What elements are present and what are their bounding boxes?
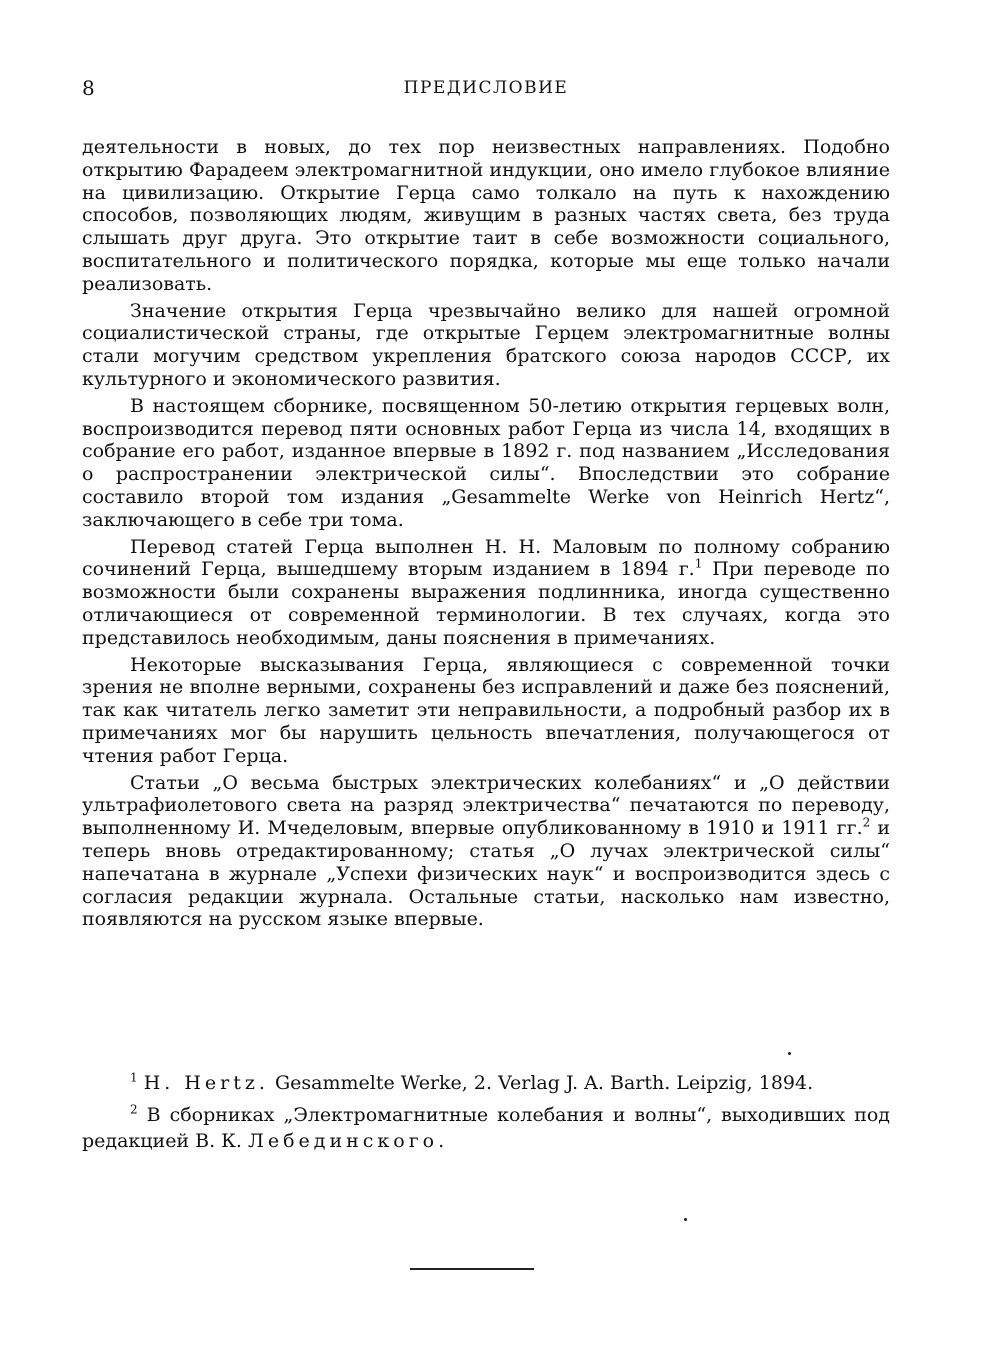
- paragraph-articles: [82, 772, 890, 932]
- ink-speck: [788, 1052, 791, 1055]
- page-header: [82, 76, 890, 106]
- paragraph-collection: В настоящем сборнике, посвященном 50-летию открытия герцевых волн, воспроизводится перевод пяти основных работ Герца из числа 14, входящих в собрание его работ, изданное впервые в 1892 г. под названием „Исследования о распространении электрической силы“. Впоследствии это собрание составило второй том издания „Gesammelte Werke von Heinrich Hertz“, заключающего в себе три тома.: [82, 394, 890, 531]
- running-title: ПРЕДИСЛОВИЕ: [403, 78, 569, 98]
- body-text: [82, 136, 890, 935]
- footnote-ref-1: 1: [694, 557, 703, 572]
- footnote-2-editor: Лебединского: [247, 1130, 439, 1152]
- paragraph-statements: Некоторые высказывания Герца, являющиеся с современной точки зрения не вполне верными, сохранены без исправлений и даже без пояснений, так как читатель легко заметит эти неправильности, а подробный разбор их в примечаниях мог бы нарушить цельность впечатления, получающегося от чтения работ Герца.: [82, 653, 890, 767]
- footnote-1-text: Gesammelte Werke, 2. Verlag J. A. Barth. Leipzig, 1894.: [268, 1072, 814, 1094]
- paragraph-translation: [82, 536, 890, 650]
- paragraph-articles-text-cont: и теперь вновь отредактированному; статья „О лучах электрической силы“ напечатана в журнале „Успехи физических наук“ и воспроизводится здесь с согласия редакции журнала. Остальные статьи, насколько нам известно, появляются на русском языке впервые.: [82, 817, 890, 931]
- footnote-2-mark: 2: [130, 1102, 138, 1117]
- footnote-2-text: В сборниках „Электромагнитные колебания и волны“, выходивших под редакцией В. К.: [82, 1104, 890, 1152]
- footnote-ref-2: 2: [862, 815, 871, 830]
- footnote-1-author: H. Hertz.: [143, 1072, 269, 1094]
- footnote-2-end: .: [438, 1130, 445, 1152]
- paragraph-significance: Значение открытия Герца чрезвычайно велико для нашей огромной социалистической страны, где открытые Герцем электромагнитные волны стали могучим средством укрепления братского союза народов СССР, их культурного и экономического развития.: [82, 299, 890, 390]
- ink-speck: [684, 1218, 687, 1221]
- footnote-2: [82, 1102, 890, 1154]
- paragraph-articles-text: Статьи „О весьма быстрых электрических колебаниях“ и „О действии ультрафиолетового света на разряд электричества“ печатаются по переводу, выполненному И. Мчеделовым, впервые опубликованному в 1910 и 1911 гг.: [82, 771, 890, 840]
- footnote-1-mark: 1: [130, 1070, 138, 1085]
- paragraph-translation-text: Перевод статей Герца выполнен Н. Н. Маловым по полному собранию сочинений Герца, вышедшему вторым изданием в 1894 г.: [82, 535, 890, 581]
- footnote-1: [82, 1070, 890, 1096]
- footer-rule: [410, 1268, 534, 1270]
- footnotes: [82, 1070, 890, 1160]
- page-number: 8: [82, 76, 95, 100]
- paragraph-continued: деятельности в новых, до тех пор неизвестных направлениях. Подобно открытию Фарадеем электромагнитной индукции, оно имело глубокое влияние на цивилизацию. Открытие Герца само толкало на путь к нахождению способов, позволяющих людям, живущим в разных частях света, без труда слышать друг друга. Это открытие таит в себе возможности социального, воспитательного и политического порядка, которые мы еще только начали реализовать.: [82, 136, 890, 295]
- paragraph-translation-text-cont: При переводе по возможности были сохранены выражения подлинника, иногда существенно отличающиеся от современной терминологии. В тех случаях, когда это представилось необходимым, даны пояснения в примечаниях.: [82, 558, 890, 649]
